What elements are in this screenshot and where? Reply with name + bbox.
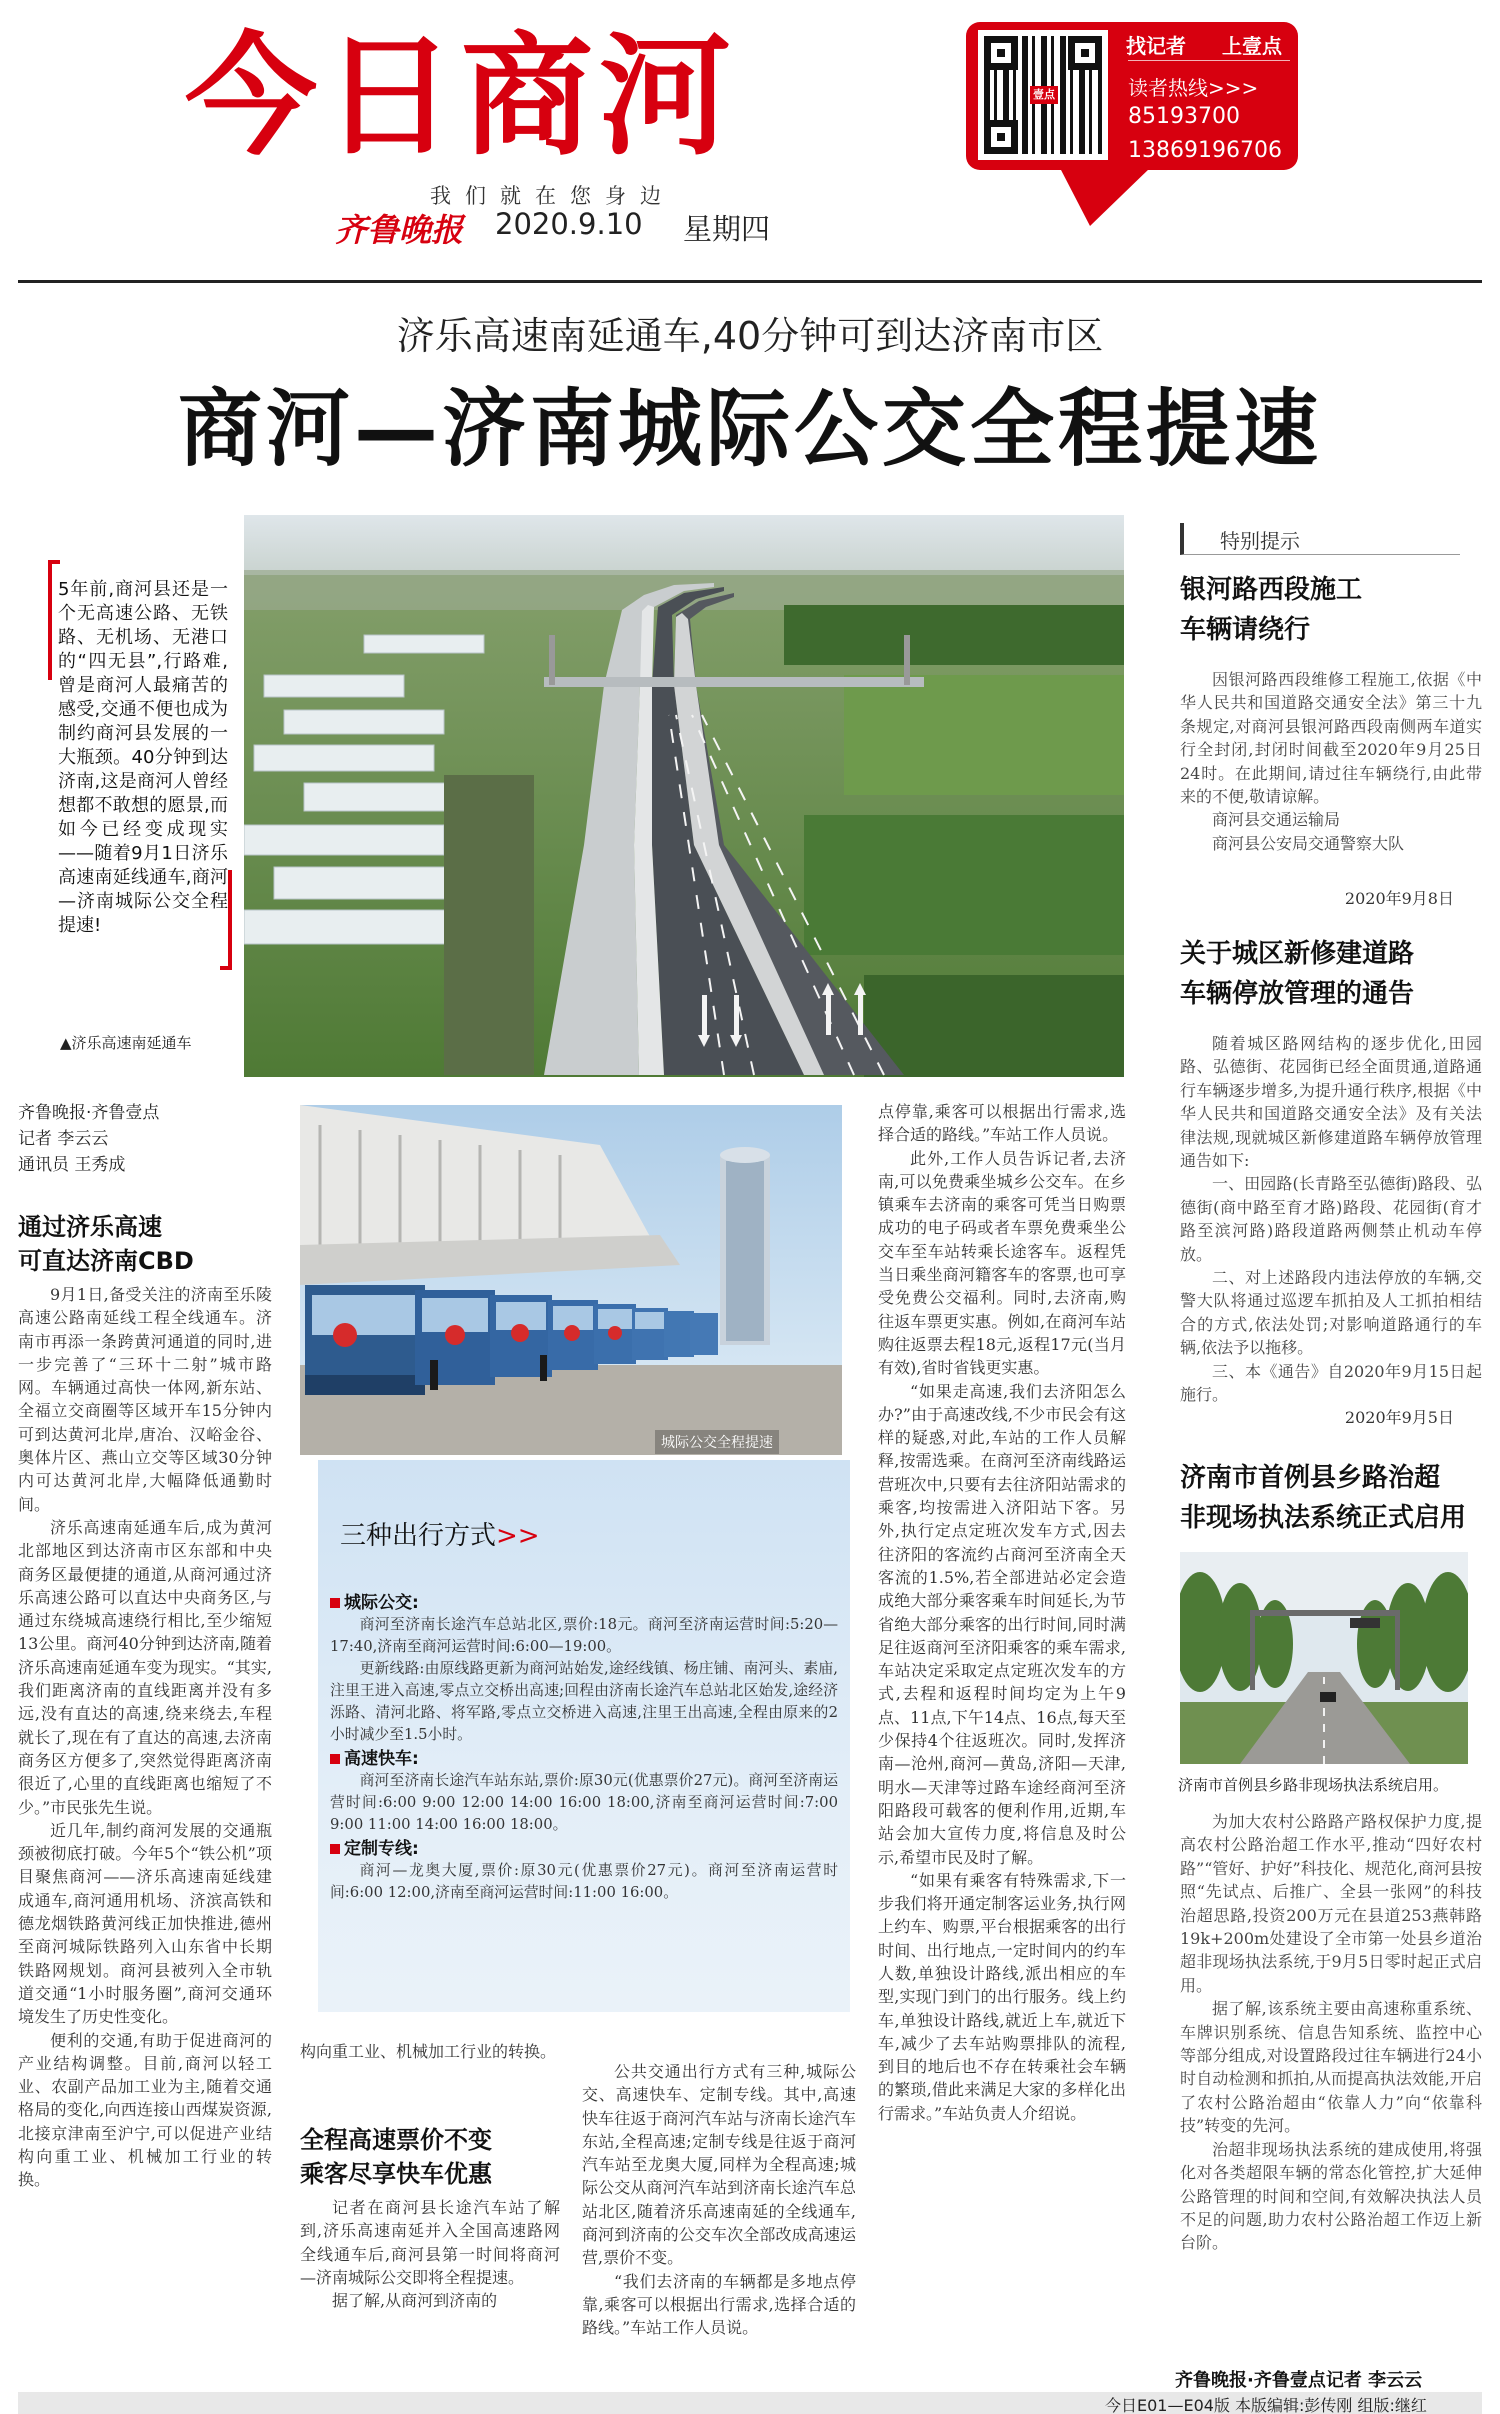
article-column-2-bottom (300, 2196, 560, 2392)
notice-2-title-line1: 关于城区新修建道路 (1180, 939, 1415, 969)
paragraph: 记者在商河县长途汽车站了解到,济乐高速南延并入全国高速路网全线通车后,商河县第一时间将商河—济南城际公交即将全程提速。 (300, 2198, 560, 2287)
paragraph: 随着城区路网结构的逐步优化,田园路、弘德街、花园街已经全面贯通,道路通行车辆逐步增多,为提升通行秩序,根据《中华人民共和国道路交通安全法》及有关法律法规,现就城区新修建道路车辆停放管理通告如下: (1180, 1034, 1482, 1171)
notice-1-title-line2: 车辆请绕行 (1180, 615, 1311, 645)
article-column-2-top: 构向重工业、机械加工行业的转换。 (300, 2042, 557, 2061)
contact-find-reporter: 找记者 (1126, 34, 1186, 58)
notice-1-title-line1: 银河路西段施工 (1180, 575, 1363, 605)
article-column-3-bottom (582, 2060, 856, 2392)
headline-kicker: 济乐高速南延通车,40分钟可到达济南市区 (396, 314, 1104, 358)
byline-outlet: 齐鲁晚报·齐鲁壹点 (18, 1103, 160, 1123)
hotline-label: 读者热线>>> (1128, 76, 1259, 100)
contact-up-app: 上壹点 (1222, 34, 1282, 58)
byline-correspondent: 通讯员 王秀成 (18, 1155, 126, 1175)
paragraph: “我们去济南的车辆都是多地点停靠,乘客可以根据出行需求,选择合适的路线。”车站工作人员说。 (582, 2271, 856, 2338)
main-photo-caption: ▲济乐高速南延通车 (60, 1034, 192, 1052)
bus-photo-caption: 城际公交全程提速 (655, 1430, 779, 1454)
bus-station-photo (300, 1105, 842, 1455)
road-enforcement-photo (1180, 1552, 1468, 1764)
contact-divider (1128, 60, 1290, 61)
byline (18, 1100, 159, 1178)
paragraph: 近几年,制约商河发展的交通瓶颈被彻底打破。今年5个“铁公机”项目聚焦商河——济乐高速南延线建成通车,商河通用机场、济滨高铁和德龙烟铁路黄河线正加快推进,德州至商河城际铁路列入山东省中长期铁路网规划。商河县被列入全市轨道交通“1小时服务圈”,商河交通环境发生了历史性变化。 (18, 1820, 272, 2027)
news-title-line2: 非现场执法系统正式启用 (1180, 1503, 1467, 1533)
paragraph: 商河至济南长途汽车站东站,票价:原30元(优惠票价27元)。商河至济南运营时间:6:00 9:00 12:00 14:00 16:00 18:00,济南至商河运营时间:7:00 9:00 11:00 14:00 16:00 18:00。 (330, 1772, 838, 1833)
masthead-rule (18, 280, 1482, 283)
title-arrows: >> (496, 1521, 540, 1551)
paragraph: 据了解,从商河到济南的 (332, 2291, 498, 2311)
footer-text: 今日E01—E04版 本版编辑:彭传刚 组版:继红 (1105, 2396, 1427, 2414)
section-heading-express: 高速快车: (330, 1748, 838, 1770)
publication-weekday: 星期四 (683, 212, 771, 246)
paragraph: 济乐高速南延通车后,成为黄河北部地区到达济南市区东部和中央商务区最便捷的通道,从商河通过济乐高速公路可以直达中央商务区,与通过东绕城高速绕行相比,至少缩短13公里。商河40分钟到达济南,随着济乐高速南延通车变为现实。“其实,我们距离济南的直线距离并没有多远,没有直达的高速,绕来绕去,车程就长了,现在有了直达的高速,去济南商务区方便多了,突然觉得距离济南很近了,心里的直线距离也缩短了不少。”市民张先生说。 (18, 1517, 272, 1817)
qr-badge: 壹点 (1030, 86, 1058, 104)
subhead-2-line1: 全程高速票价不变 (300, 2126, 492, 2154)
notice-1-signer-2: 商河县公安局交通警察大队 (1212, 833, 1405, 853)
paragraph: “如果走高速,我们去济阳怎么办?”由于高速改线,不少市民会有这样的疑惑,对此,车站的工作人员解释,按需选乘。在商河至济南线路运营班次中,只要有去往济阳站需求的乘客,均按需进入济阳站下客。另外,执行定点定班次发车方式,因去往济阳的客流约占商河至济南全天客流的1.5%,若全部进站必定会造成绝大部分乘客乘车时间延长,为节省绝大部分乘客的出行时间,同时满足往返商河至济阳乘客的乘车需求,车站决定采取定点定班次发车的方式,去程和返程时间均定为上午9点、11点,下午14点、16点,每天至少保持4个往返班次。同时,发挥济南—沧州,商河—黄岛,济阳—天津,明水—天津等过路车途经商河至济阳路段可载客的便利作用,近期,车站会加大宣传力度,将信息及时公示,希望市民及时了解。 (878, 1381, 1126, 1867)
paragraph: 此外,工作人员告诉记者,去济南,可以免费乘坐城乡公交车。在乡镇乘车去济南的乘客可凭当日购票成功的电子码或者车票免费乘坐公交车至车站转乘长途客车。返程凭当日乘坐商河籍客车的客票,也可享受免费公交福利。同时,去济南,购往返车票更实惠。例如,在商河车站购往返票去程18元,返程17元(当月有效),省时省钱更实惠。 (878, 1148, 1126, 1378)
pull-quote: 5年前,商河县还是一个无高速公路、无铁路、无机场、无港口的“四无县”,行路难,曾是商河人最痛苦的感受,交通不便也成为制约商河县发展的一大瓶颈。40分钟到达济南,这是商河人曾经想都不敢想的愿景,而如今已经变成现实——随着9月1日济乐高速南延线通车,商河—济南城际公交全程提速! (58, 579, 228, 936)
paragraph: 治超非现场执法系统的建成使用,将强化对各类超限车辆的常态化管控,扩大延伸公路管理的时间和空间,有效解决执法人员不足的问题,助力农村公路治超工作迈上新台阶。 (1180, 2139, 1482, 2253)
travel-options-body (330, 1590, 838, 1904)
paragraph: 为加大农村公路路产路权保护力度,提高农村公路治超工作水平,推动“四好农村路”“管好、护好”科技化、规范化,商河县按照“先试点、后推广、全县一张网”的科技治超思路,投资200万元在县道253燕韩路19k+200m处建设了全市第一处县乡道治超非现场执法系统,于9月5日零时起正式启用。 (1180, 1812, 1482, 1995)
paragraph: 公共交通出行方式有三种,城际公交、高速快车、定制专线。其中,高速快车往返于商河汽车站与济南长途汽车东站,全程高速;定制专线是往返于商河汽车站至龙奥大厦,同样为全程高速;城际公交从商河汽车站到济南长途汽车总站北区,随着济乐高速南延的全线通车,商河到济南的公交车次全部改成高速运营,票价不变。 (582, 2062, 856, 2268)
notice-2-date: 2020年9月5日 (1344, 1408, 1454, 1427)
article-column-4 (878, 1100, 1126, 2390)
contact-box-tail (1060, 168, 1150, 226)
paragraph: 9月1日,备受关注的济南至乐陵高速公路南延线工程全线通车。济南市再添一条跨黄河通道的同时,进一步完善了“三环十二射”城市路网。车辆通过高快一体网,新东站、全福立交商圈等区域开车15分钟内可到达黄河北岸,唐冶、汉峪金谷、奥体片区、燕山立交等区域30分钟内可达黄河北岸,大幅降低通勤时间。 (18, 1285, 272, 1514)
sidebar-footer-byline: 齐鲁晚报·齐鲁壹点记者 李云云 (1175, 2370, 1423, 2391)
paragraph: 商河至济南长途汽车总站北区,票价:18元。商河至济南运营时间:5:20—17:40,济南至商河运营时间:6:00—19:00。 (330, 1616, 838, 1655)
paragraph: 三、本《通告》自2020年9月15日起施行。 (1180, 1361, 1482, 1405)
main-headline: 商河—济南城际公交全程提速 (177, 380, 1322, 478)
highway-aerial-photo (244, 515, 1124, 1077)
notice-2-title-line2: 车辆停放管理的通告 (1180, 979, 1415, 1009)
paper-name: 齐鲁晚报 (335, 211, 464, 249)
subhead-1-line1: 通过济乐高速 (18, 1213, 162, 1241)
section-heading-intercity: 城际公交: (330, 1592, 838, 1614)
paragraph: 二、对上述路段内违法停放的车辆,交警大队将通过巡逻车抓拍及人工抓拍相结合的方式,依法处罚;对影响道路通行的车辆,依法予以拖移。 (1180, 1268, 1482, 1358)
hotline-phone-1: 85193700 (1128, 104, 1240, 129)
subhead-1-line2: 可直达济南CBD (18, 1247, 194, 1275)
subhead-2-line2: 乘客尽享快车优惠 (300, 2160, 492, 2188)
notice-1-date: 2020年9月8日 (1344, 889, 1454, 908)
paragraph: 商河—龙奥大厦,票价:原30元(优惠票价27元)。商河至济南运营时间:6:00 12:00,济南至商河运营时间:11:00 16:00。 (330, 1862, 838, 1901)
paragraph: 据了解,该系统主要由高速称重系统、车牌识别系统、信息告知系统、监控中心等部分组成,对设置路段过往车辆进行24小时自动检测和抓拍,从而提高执法效能,开启了农村公路治超由“依靠人力”向“依靠科技”转变的先河。 (1180, 1999, 1482, 2136)
news-title-line1: 济南市首例县乡路治超 (1180, 1463, 1441, 1493)
notice-1-body (1180, 668, 1482, 855)
section-heading-custom: 定制专线: (330, 1838, 838, 1860)
masthead-slogan: 我们就在您身边 (430, 184, 675, 208)
masthead-logo: 今日商河 (185, 20, 737, 174)
paragraph: 因银河路西段维修工程施工,依据《中华人民共和国道路交通安全法》第三十九条规定,对商河县银河路西段南侧两车道实行全封闭,封闭时间截至2020年9月25日24时。在此期间,请过往车辆绕行,由此带来的不便,敬请谅解。 (1180, 670, 1482, 807)
paragraph: 一、田园路(长青路至弘德街)路段、弘德街(商中路至育才路)路段、花园街(育才路至滨河路)路段道路两侧禁止机动车停放。 (1180, 1174, 1482, 1264)
notice-2-body (1180, 1032, 1482, 1407)
subhead-2 (300, 2123, 492, 2191)
paragraph: “如果有乘客有特殊需求,下一步我们将开通定制客运业务,执行网上约车、购票,平台根据乘客的出行时间、出行地点,一定时间内的约车人数,单独设计路线,派出相应的车型,实现门到门的出行服务。线上约车,单独设计路线,就近上车,就近下车,减少了去车站购票排队的流程,到目的地后也不存在转乘社会车辆的繁琐,借此来满足大家的多样化出行需求。”车站负责人介绍说。 (878, 1870, 1126, 2123)
paragraph: 点停靠,乘客可以根据出行需求,选择合适的路线。”车站工作人员说。 (878, 1102, 1126, 1145)
news-body (1180, 1810, 1482, 2366)
sidebar-tag-text: 特别提示 (1220, 529, 1300, 553)
travel-options-title-text: 三种出行方式 (340, 1521, 497, 1551)
qr-code-icon[interactable] (978, 30, 1108, 160)
paragraph: 更新线路:由原线路更新为商河站始发,途经线镇、杨庄铺、南河头、素庙,注里王进入高速,零点立交桥出高速;回程由济南长途汽车总站北区始发,途经济泺路、清河北路、将军路,零点立交桥进入高速,注里王出高速,全程由原来的2小时减少至1.5小时。 (330, 1660, 838, 1743)
subhead-1 (18, 1210, 194, 1278)
article-column-1 (18, 1283, 272, 2393)
byline-reporter: 记者 李云云 (18, 1129, 109, 1149)
publication-date: 2020.9.10 (495, 207, 643, 241)
paragraph: 便利的交通,有助于促进商河的产业结构调整。目前,商河以轻工业、农副产品加工业为主,随着交通格局的变化,向西连接山西煤炭资源,北接京津南至沪宁,可以促进产业结构向重工业、机械加工行业的转换。 (18, 2030, 272, 2190)
travel-options-title (340, 1515, 540, 1552)
road-photo-caption: 济南市首例县乡路非现场执法系统启用。 (1178, 1776, 1449, 1794)
hotline-phone-2: 13869196706 (1128, 138, 1282, 163)
notice-1-signer-1: 商河县交通运输局 (1212, 810, 1341, 830)
